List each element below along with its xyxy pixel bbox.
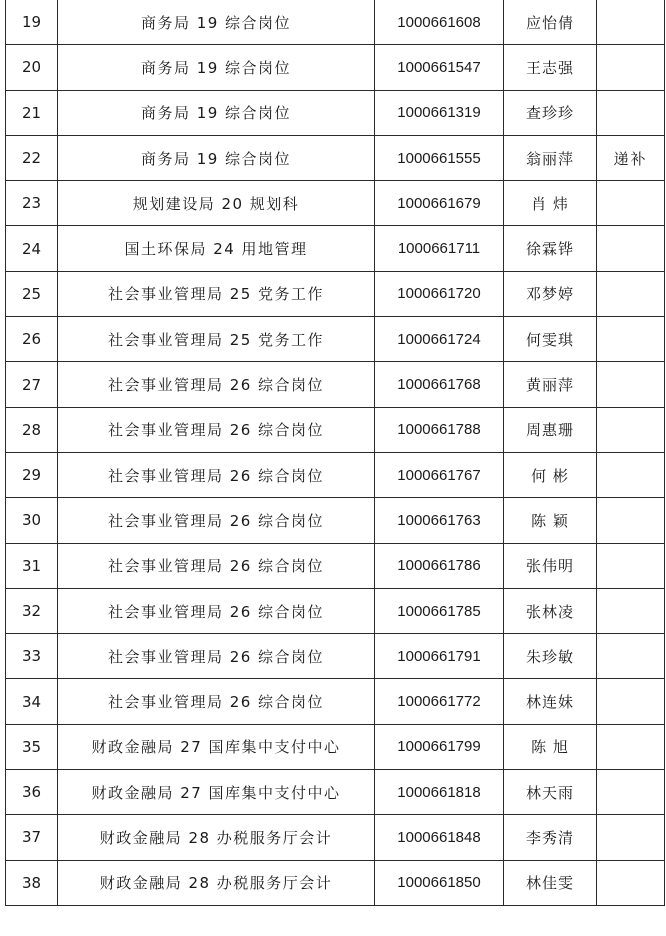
exam-number-cell: 1000661850 xyxy=(375,860,504,905)
row-number-cell: 33 xyxy=(6,634,58,679)
table-row xyxy=(6,226,665,271)
position-cell: 社会事业管理局 25 党务工作 xyxy=(58,317,375,362)
table-row xyxy=(6,860,665,905)
candidate-name-cell: 何 彬 xyxy=(504,452,597,497)
exam-number-cell: 1000661555 xyxy=(375,135,504,180)
table-row xyxy=(6,498,665,543)
exam-number-cell: 1000661608 xyxy=(375,0,504,45)
candidate-name-cell: 翁丽萍 xyxy=(504,135,597,180)
row-number-cell: 38 xyxy=(6,860,58,905)
exam-number-cell: 1000661767 xyxy=(375,452,504,497)
row-number-cell: 31 xyxy=(6,543,58,588)
row-number-cell: 24 xyxy=(6,226,58,271)
exam-number-cell: 1000661679 xyxy=(375,181,504,226)
row-number-cell: 28 xyxy=(6,407,58,452)
note-cell xyxy=(597,724,665,769)
position-cell: 社会事业管理局 26 综合岗位 xyxy=(58,452,375,497)
candidate-name-cell: 张伟明 xyxy=(504,543,597,588)
table-row xyxy=(6,679,665,724)
position-cell: 财政金融局 27 国库集中支付中心 xyxy=(58,724,375,769)
table-row xyxy=(6,634,665,679)
exam-number-cell: 1000661818 xyxy=(375,770,504,815)
exam-number-cell: 1000661720 xyxy=(375,271,504,316)
note-cell xyxy=(597,634,665,679)
table-row xyxy=(6,724,665,769)
candidate-name-cell: 周惠珊 xyxy=(504,407,597,452)
candidate-name-cell: 王志强 xyxy=(504,45,597,90)
position-cell: 商务局 19 综合岗位 xyxy=(58,0,375,45)
row-number-cell: 30 xyxy=(6,498,58,543)
exam-number-cell: 1000661848 xyxy=(375,815,504,860)
candidate-name-cell: 查珍珍 xyxy=(504,90,597,135)
table-row xyxy=(6,543,665,588)
exam-number-cell: 1000661711 xyxy=(375,226,504,271)
candidate-table xyxy=(5,0,665,906)
note-cell xyxy=(597,679,665,724)
row-number-cell: 21 xyxy=(6,90,58,135)
row-number-cell: 36 xyxy=(6,770,58,815)
exam-number-cell: 1000661799 xyxy=(375,724,504,769)
position-cell: 社会事业管理局 25 党务工作 xyxy=(58,271,375,316)
exam-number-cell: 1000661768 xyxy=(375,362,504,407)
table-row xyxy=(6,181,665,226)
note-cell xyxy=(597,362,665,407)
candidate-name-cell: 李秀清 xyxy=(504,815,597,860)
candidate-name-cell: 何雯琪 xyxy=(504,317,597,362)
table-row xyxy=(6,815,665,860)
table-row xyxy=(6,588,665,633)
exam-number-cell: 1000661547 xyxy=(375,45,504,90)
row-number-cell: 22 xyxy=(6,135,58,180)
row-number-cell: 23 xyxy=(6,181,58,226)
exam-number-cell: 1000661785 xyxy=(375,588,504,633)
candidate-name-cell: 陈 旭 xyxy=(504,724,597,769)
table-row xyxy=(6,45,665,90)
position-cell: 社会事业管理局 26 综合岗位 xyxy=(58,407,375,452)
note-cell xyxy=(597,860,665,905)
position-cell: 国土环保局 24 用地管理 xyxy=(58,226,375,271)
exam-number-cell: 1000661791 xyxy=(375,634,504,679)
position-cell: 社会事业管理局 26 综合岗位 xyxy=(58,362,375,407)
note-cell xyxy=(597,588,665,633)
note-cell xyxy=(597,181,665,226)
candidate-name-cell: 邓梦婷 xyxy=(504,271,597,316)
note-cell xyxy=(597,271,665,316)
note-cell xyxy=(597,543,665,588)
exam-number-cell: 1000661772 xyxy=(375,679,504,724)
candidate-name-cell: 张林凌 xyxy=(504,588,597,633)
position-cell: 社会事业管理局 26 综合岗位 xyxy=(58,588,375,633)
note-cell xyxy=(597,45,665,90)
exam-number-cell: 1000661763 xyxy=(375,498,504,543)
row-number-cell: 35 xyxy=(6,724,58,769)
candidate-name-cell: 林佳雯 xyxy=(504,860,597,905)
note-cell xyxy=(597,498,665,543)
position-cell: 社会事业管理局 26 综合岗位 xyxy=(58,498,375,543)
row-number-cell: 19 xyxy=(6,0,58,45)
position-cell: 商务局 19 综合岗位 xyxy=(58,45,375,90)
exam-number-cell: 1000661319 xyxy=(375,90,504,135)
note-cell xyxy=(597,226,665,271)
row-number-cell: 34 xyxy=(6,679,58,724)
table-row xyxy=(6,317,665,362)
note-cell xyxy=(597,317,665,362)
candidate-table-body xyxy=(6,0,665,905)
note-cell: 递补 xyxy=(597,135,665,180)
table-row xyxy=(6,770,665,815)
note-cell xyxy=(597,90,665,135)
row-number-cell: 27 xyxy=(6,362,58,407)
candidate-name-cell: 林连妹 xyxy=(504,679,597,724)
row-number-cell: 29 xyxy=(6,452,58,497)
exam-number-cell: 1000661786 xyxy=(375,543,504,588)
table-row xyxy=(6,452,665,497)
row-number-cell: 37 xyxy=(6,815,58,860)
exam-number-cell: 1000661724 xyxy=(375,317,504,362)
position-cell: 财政金融局 27 国库集中支付中心 xyxy=(58,770,375,815)
position-cell: 财政金融局 28 办税服务厅会计 xyxy=(58,815,375,860)
candidate-name-cell: 朱珍敏 xyxy=(504,634,597,679)
table-row xyxy=(6,135,665,180)
note-cell xyxy=(597,770,665,815)
note-cell xyxy=(597,452,665,497)
table-row xyxy=(6,0,665,45)
note-cell xyxy=(597,0,665,45)
candidate-name-cell: 林天雨 xyxy=(504,770,597,815)
position-cell: 社会事业管理局 26 综合岗位 xyxy=(58,679,375,724)
exam-number-cell: 1000661788 xyxy=(375,407,504,452)
position-cell: 财政金融局 28 办税服务厅会计 xyxy=(58,860,375,905)
table-row xyxy=(6,90,665,135)
table-row xyxy=(6,271,665,316)
position-cell: 商务局 19 综合岗位 xyxy=(58,90,375,135)
row-number-cell: 20 xyxy=(6,45,58,90)
position-cell: 社会事业管理局 26 综合岗位 xyxy=(58,543,375,588)
candidate-name-cell: 徐霖铧 xyxy=(504,226,597,271)
row-number-cell: 25 xyxy=(6,271,58,316)
candidate-name-cell: 应怡倩 xyxy=(504,0,597,45)
candidate-name-cell: 肖 炜 xyxy=(504,181,597,226)
table-row xyxy=(6,407,665,452)
position-cell: 规划建设局 20 规划科 xyxy=(58,181,375,226)
position-cell: 商务局 19 综合岗位 xyxy=(58,135,375,180)
position-cell: 社会事业管理局 26 综合岗位 xyxy=(58,634,375,679)
candidate-name-cell: 陈 颖 xyxy=(504,498,597,543)
row-number-cell: 32 xyxy=(6,588,58,633)
row-number-cell: 26 xyxy=(6,317,58,362)
table-row xyxy=(6,362,665,407)
candidate-name-cell: 黄丽萍 xyxy=(504,362,597,407)
note-cell xyxy=(597,407,665,452)
note-cell xyxy=(597,815,665,860)
